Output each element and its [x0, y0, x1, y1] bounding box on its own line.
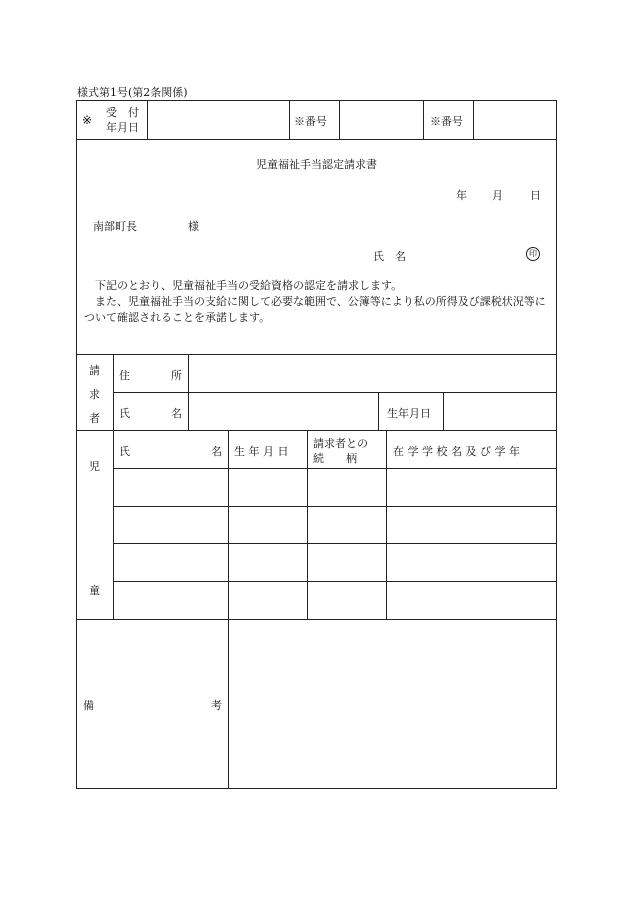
- child-2-relation-field[interactable]: [308, 507, 385, 542]
- addressee-name: 南部町長: [93, 220, 137, 233]
- header-mark: ※: [82, 113, 93, 127]
- child-1-school-field[interactable]: [387, 469, 556, 505]
- declaration-text: [84, 278, 550, 326]
- number-label-2: ※番号: [430, 115, 463, 128]
- child-4-relation-field[interactable]: [308, 582, 385, 618]
- claimant-section-label-2: 求: [89, 388, 100, 401]
- claimant-name-field[interactable]: [189, 393, 377, 429]
- children-col-relation-2: 続 柄: [313, 452, 357, 465]
- uketsuke-date-field[interactable]: [148, 101, 288, 138]
- number-label-1: ※番号: [294, 115, 327, 128]
- header-row-bottom-line: [76, 139, 557, 140]
- child-2-birth-field[interactable]: [229, 507, 306, 542]
- child-4-name-field[interactable]: [114, 582, 227, 618]
- claimant-bottom-line: [76, 430, 557, 431]
- child-2-school-field[interactable]: [387, 507, 556, 542]
- remarks-label-b: 考: [211, 699, 222, 712]
- date-month-label: 月: [492, 189, 503, 202]
- uketsuke-date-label: 年月日: [106, 121, 139, 134]
- children-col-birth: 生 年 月 日: [234, 445, 289, 458]
- addressee-honorific: 様: [188, 220, 199, 233]
- number-field-1[interactable]: [340, 101, 422, 138]
- claimant-section-label-1: 請: [89, 364, 100, 377]
- child-3-birth-field[interactable]: [229, 544, 306, 580]
- children-section-label-2: 童: [89, 584, 100, 597]
- remarks-label-a: 備: [83, 699, 94, 712]
- remarks-field[interactable]: [229, 620, 556, 788]
- claimant-birth-label: 生年月日: [387, 407, 431, 420]
- seal-mark-icon: 印: [526, 247, 540, 261]
- name-label-b: 名: [171, 407, 182, 420]
- address-label-b: 所: [171, 369, 182, 382]
- applicant-name-label: 氏 名: [373, 250, 406, 263]
- child-1-relation-field[interactable]: [308, 469, 385, 505]
- claimant-address-field[interactable]: [189, 355, 556, 391]
- header-divider-4: [423, 100, 424, 139]
- number-field-2[interactable]: [474, 101, 556, 138]
- uketsuke-label: 受 付: [106, 106, 139, 119]
- document-title: 児童福祉手当認定請求書: [256, 158, 377, 171]
- child-2-name-field[interactable]: [114, 507, 227, 542]
- child-1-name-field[interactable]: [114, 469, 227, 505]
- header-divider-2: [289, 100, 290, 139]
- children-col-relation-1: 請求者との: [313, 437, 368, 450]
- date-year-label: 年: [456, 189, 467, 202]
- address-label-a: 住: [119, 369, 130, 382]
- claimant-birth-field[interactable]: [444, 393, 556, 429]
- declaration-paragraph-1: 下記のとおり、児童福祉手当の受給資格の認定を請求します。: [95, 279, 403, 292]
- form-number-label: 様式第1号(第2条関係): [77, 86, 188, 99]
- name-label-a: 氏: [119, 407, 130, 420]
- children-col-name-a: 氏: [119, 445, 130, 458]
- claimant-section-label-3: 者: [89, 412, 100, 425]
- child-3-relation-field[interactable]: [308, 544, 385, 580]
- children-section-label-1: 児: [89, 460, 100, 473]
- child-3-school-field[interactable]: [387, 544, 556, 580]
- claimant-birth-divider-1: [378, 392, 379, 430]
- declaration-paragraph-2: また、児童福祉手当の支給に関して必要な範囲で、公簿等により私の所得及び課税状況等について確認されることを承諾します。: [84, 295, 546, 324]
- children-col-school: 在 学 学 校 名 及 び 学 年: [393, 445, 520, 458]
- children-col-name-b: 名: [211, 445, 222, 458]
- date-day-label: 日: [530, 189, 541, 202]
- child-4-school-field[interactable]: [387, 582, 556, 618]
- child-3-name-field[interactable]: [114, 544, 227, 580]
- applicant-name-field[interactable]: [415, 244, 515, 264]
- child-4-birth-field[interactable]: [229, 582, 306, 618]
- child-1-birth-field[interactable]: [229, 469, 306, 505]
